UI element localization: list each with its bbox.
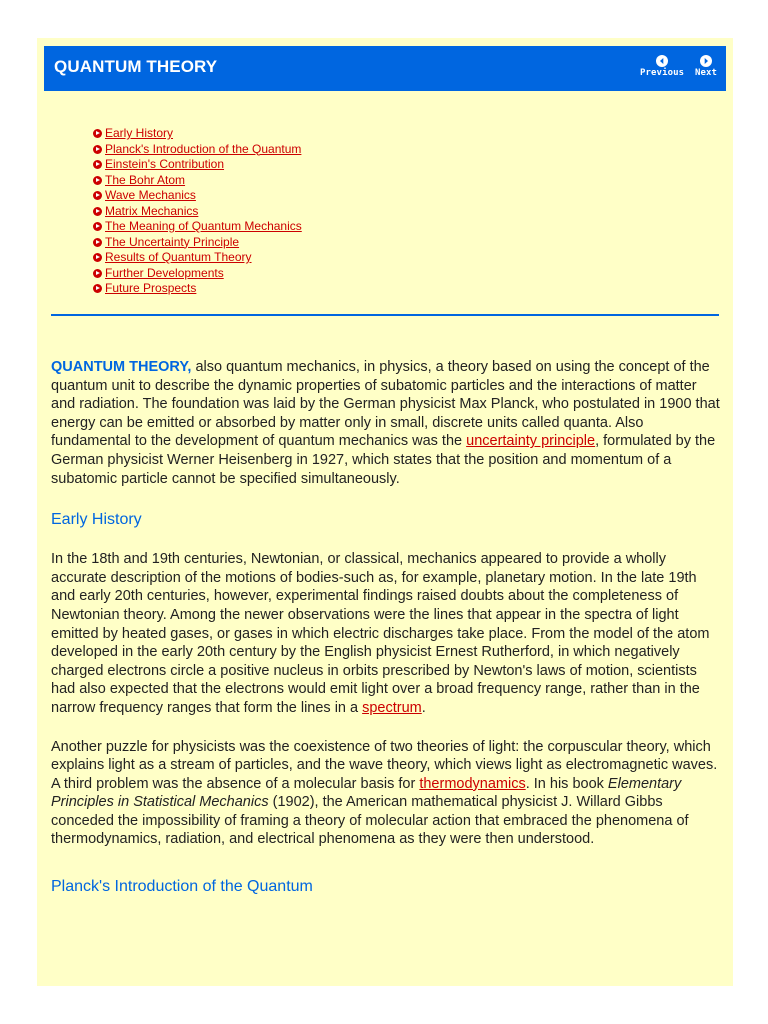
- divider: [51, 314, 719, 316]
- paragraph-text: In the 18th and 19th centuries, Newtonian, or classical, mechanics appeared to provide a wholly accurate description of the motions of bodies-such as, for example, planetary motion. In the late 19th and early 20th centuries, however, experimental findings raised doubts about the completeness of Newtonian theory. Among the newer observations were the lines that appear in the spectra of light emitted by heated gases, or gases in which electric discharges take place. From the model of the atom developed in the early 20th century by the English physicist Ernest Rutherford, in which negatively charged electrons circle a positive nucleus in orbits prescribed by Newton's laws of motion, scientists had also expected that the electrons would emit light over a broad frequency range, rather than in the narrow frequency ranges that form the lines in a: [51, 551, 710, 716]
- article-body: [51, 358, 723, 917]
- toc-link[interactable]: Matrix Mechanics: [105, 203, 199, 218]
- intro-paragraph: [51, 358, 723, 488]
- paragraph-text-1: Another puzzle for physicists was the coexistence of two theories of light: the corpuscular theory, which explains light as a stream of particles, and the wave theory, which views light as electromagnetic waves. A third problem was the absence of a molecular basis for: [51, 738, 718, 792]
- toc-link[interactable]: Wave Mechanics: [105, 188, 196, 202]
- arrow-right-icon: [700, 55, 712, 67]
- toc-link[interactable]: The Meaning of Quantum Mechanics: [105, 219, 302, 233]
- header-bar: [44, 46, 726, 91]
- intro-text-2: , formulated by the German physicist Werner Heisenberg in 1927, which states that the position and momentum of a subatomic particle cannot be specified simultaneously.: [51, 433, 716, 487]
- table-of-contents: [93, 126, 302, 297]
- early-history-paragraph-2: [51, 738, 723, 850]
- uncertainty-principle-link[interactable]: uncertainty principle: [466, 433, 596, 450]
- toc-item: [93, 157, 302, 173]
- arrow-bullet-icon: [93, 284, 102, 293]
- previous-button[interactable]: [640, 55, 684, 78]
- early-history-paragraph-1: [51, 550, 723, 717]
- arrow-bullet-icon: [93, 269, 102, 278]
- toc-link[interactable]: The Bohr Atom: [105, 172, 186, 187]
- arrow-bullet-icon: [93, 253, 102, 262]
- arrow-bullet-icon: [93, 191, 102, 200]
- arrow-bullet-icon: [93, 129, 102, 138]
- spectrum-link[interactable]: spectrum: [362, 699, 422, 716]
- defined-term: QUANTUM THEORY,: [51, 359, 192, 375]
- thermodynamics-link[interactable]: thermodynamics: [419, 775, 526, 792]
- toc-link[interactable]: The Uncertainty Principle: [105, 234, 240, 249]
- book-title: Elementary Principles in Statistical Mechanics: [51, 775, 682, 811]
- section-heading-planck: Planck's Introduction of the Quantum: [51, 878, 313, 896]
- toc-item: [93, 142, 302, 158]
- arrow-bullet-icon: [93, 176, 102, 185]
- page-title: QUANTUM THEORY: [54, 57, 218, 76]
- paragraph-text-end: .: [421, 699, 426, 716]
- toc-link[interactable]: Future Prospects: [105, 281, 197, 295]
- toc-item: [93, 266, 302, 282]
- arrow-left-icon: [656, 55, 668, 67]
- toc-link[interactable]: Einstein's Contribution: [105, 157, 225, 171]
- article-page: [37, 38, 733, 986]
- toc-link[interactable]: Early History: [105, 126, 174, 140]
- arrow-bullet-icon: [93, 207, 102, 216]
- toc-link[interactable]: Results of Quantum Theory: [105, 250, 252, 264]
- section-heading-early-history: Early History: [51, 511, 142, 529]
- paragraph-text-2: . In his book: [525, 775, 608, 792]
- arrow-bullet-icon: [93, 160, 102, 169]
- toc-item: [93, 219, 302, 235]
- toc-link[interactable]: Further Developments: [105, 265, 224, 280]
- toc-item: [93, 281, 302, 297]
- arrow-bullet-icon: [93, 222, 102, 231]
- next-label: Next: [694, 68, 718, 78]
- intro-text-1: also quantum mechanics, in physics, a theory based on using the concept of the quantum unit to describe the dynamic properties of subatomic particles and the interactions of matter and radiation. The foundation was laid by the German physicist Max Planck, who postulated in 1900 that energy can be emitted or absorbed by matter only in small, discrete units called quanta. Also fundamental to the development of quantum mechanics was the: [51, 359, 720, 450]
- toc-item: [93, 250, 302, 266]
- toc-item: [93, 126, 302, 142]
- next-button[interactable]: [689, 55, 723, 78]
- toc-link[interactable]: Planck's Introduction of the Quantum: [105, 141, 302, 156]
- previous-label: Previous: [640, 68, 685, 78]
- toc-item: [93, 235, 302, 251]
- toc-item: [93, 204, 302, 220]
- paragraph-text-3: (1902), the American mathematical physicist J. Willard Gibbs conceded the impossibility of framing a theory of molecular action that embraced the phenomena of thermodynamics, radiation, and electrical phenomena as they were then understood.: [51, 794, 689, 848]
- arrow-bullet-icon: [93, 238, 102, 247]
- arrow-bullet-icon: [93, 145, 102, 154]
- toc-item: [93, 188, 302, 204]
- toc-item: [93, 173, 302, 189]
